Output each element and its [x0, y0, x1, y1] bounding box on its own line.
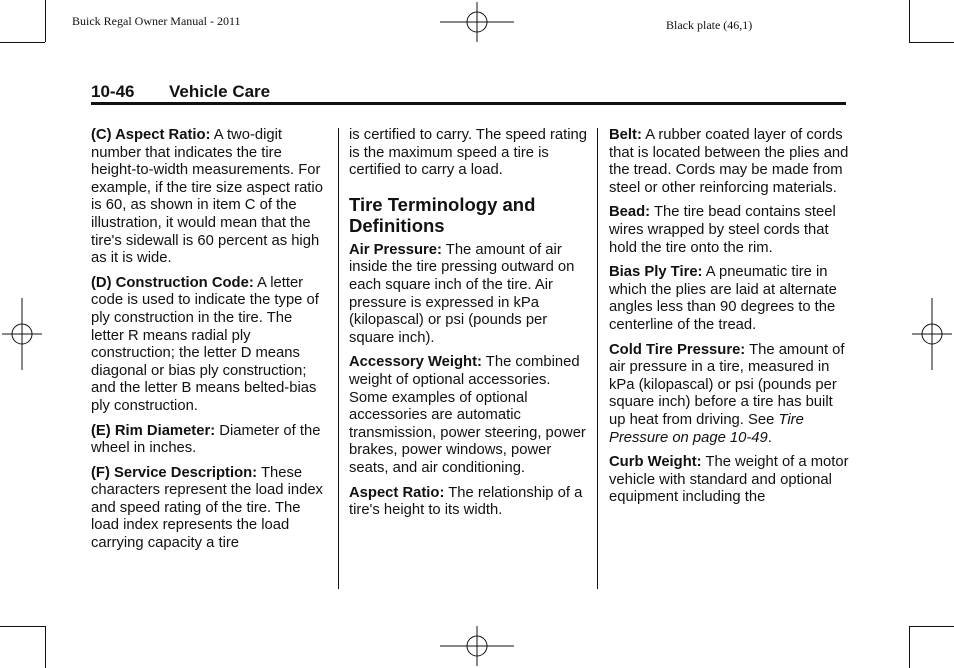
definition-text: Diameter of the wheel in inches. — [91, 422, 321, 457]
cross-reference-link[interactable]: Tire Pressure on page 10-49 — [609, 411, 804, 446]
column-1 — [91, 127, 329, 560]
crop-mark — [0, 42, 45, 43]
crop-mark — [45, 626, 46, 668]
column-2 — [349, 127, 587, 527]
crop-mark — [909, 42, 954, 43]
crop-mark — [909, 626, 910, 668]
term: Belt: — [609, 127, 642, 143]
definition-bead — [609, 204, 849, 257]
definition-curb-weight — [609, 454, 849, 507]
definition-rim-diameter — [91, 423, 329, 458]
definition-text: These characters represent the load index and speed rating of the tire. The load index represents the load carrying capacity a tire — [91, 464, 323, 552]
definition-bias-ply-tire — [609, 264, 849, 334]
definition-text: The amount of air inside the tire pressing outward on each square inch of the tire. Air pressure is expressed in kPa (kilopascal) or psi (pounds per square inch). — [349, 241, 575, 346]
column-divider — [338, 128, 339, 589]
definition-cold-tire-pressure — [609, 342, 849, 448]
section-title: Vehicle Care — [169, 82, 271, 101]
definition-text: The weight of a motor vehicle with standard and optional equipment including the — [609, 454, 849, 506]
crop-mark — [909, 0, 910, 42]
definition-text: The amount of air pressure in a tire, measured in kPa (kilopascal) or psi (pounds per square inch) before a tire has built up heat from driving. See — [609, 341, 845, 428]
continued-text: is certified to carry. The speed rating is the maximum speed a tire is certified to carry a load. — [349, 127, 587, 179]
definition-text: The tire bead contains steel wires wrapped by steel cords that hold the tire onto the rim. — [609, 204, 836, 256]
term: (E) Rim Diameter: — [91, 422, 216, 439]
definition-air-pressure — [349, 242, 587, 348]
definition-accessory-weight — [349, 354, 587, 477]
registration-mark-top — [440, 2, 514, 42]
definition-construction-code — [91, 275, 329, 416]
term: Cold Tire Pressure: — [609, 341, 746, 358]
term: (C) Aspect Ratio: — [91, 127, 211, 143]
crop-mark — [909, 626, 954, 627]
term: Bias Ply Tire: — [609, 264, 703, 281]
term: (F) Service Description: — [91, 464, 258, 481]
running-header-right: Black plate (46,1) — [666, 18, 753, 32]
term: Bead: — [609, 204, 651, 221]
punctuation: . — [767, 429, 772, 446]
definition-text: A pneumatic tire in which the plies are laid at alternate angles less than 90 degrees to the centerline of the tread. — [609, 264, 837, 333]
term: Curb Weight: — [609, 454, 702, 471]
column-3 — [609, 127, 849, 514]
registration-mark-right — [912, 298, 952, 370]
column-divider — [597, 128, 598, 589]
term: (D) Construction Code: — [91, 274, 254, 291]
term: Air Pressure: — [349, 241, 442, 258]
section-heading: Tire Terminology and Definitions — [349, 193, 536, 236]
header-rule — [91, 102, 846, 105]
registration-mark-bottom — [440, 626, 514, 666]
definition-belt — [609, 127, 849, 197]
crop-mark — [0, 626, 45, 627]
definition-aspect-ratio — [349, 485, 587, 520]
running-header-left: Buick Regal Owner Manual - 2011 — [72, 14, 241, 28]
definition-text: A rubber coated layer of cords that is located between the plies and the tread. Cords may be made from steel or other reinforcing materials. — [609, 127, 849, 196]
page-number: 10-46 — [91, 82, 135, 101]
definition-text: The relationship of a tire's height to its width. — [349, 484, 583, 519]
term: Aspect Ratio: — [349, 484, 445, 501]
definition-text: A letter code is used to indicate the type of ply construction in the tire. The letter R means radial ply construction; the letter D means diagonal or bias ply construction; and the letter B means belted-bias ply construction. — [91, 274, 319, 414]
definition-text: The combined weight of optional accessories. Some examples of optional accessories are automatic transmission, power steering, power brakes, power windows, power seats, and air conditioning. — [349, 354, 586, 476]
crop-mark — [45, 0, 46, 42]
definition-aspect-ratio-code — [91, 127, 329, 268]
definition-service-description — [91, 465, 329, 553]
definition-text: A two-digit number that indicates the tire height-to-width measurements. For example, if the tire size aspect ratio is 60, as shown in item C of the illustration, it would mean that the tire's sidewall is 60 percent as high as it is wide. — [91, 127, 323, 267]
registration-mark-left — [2, 298, 42, 370]
term: Accessory Weight: — [349, 354, 482, 371]
